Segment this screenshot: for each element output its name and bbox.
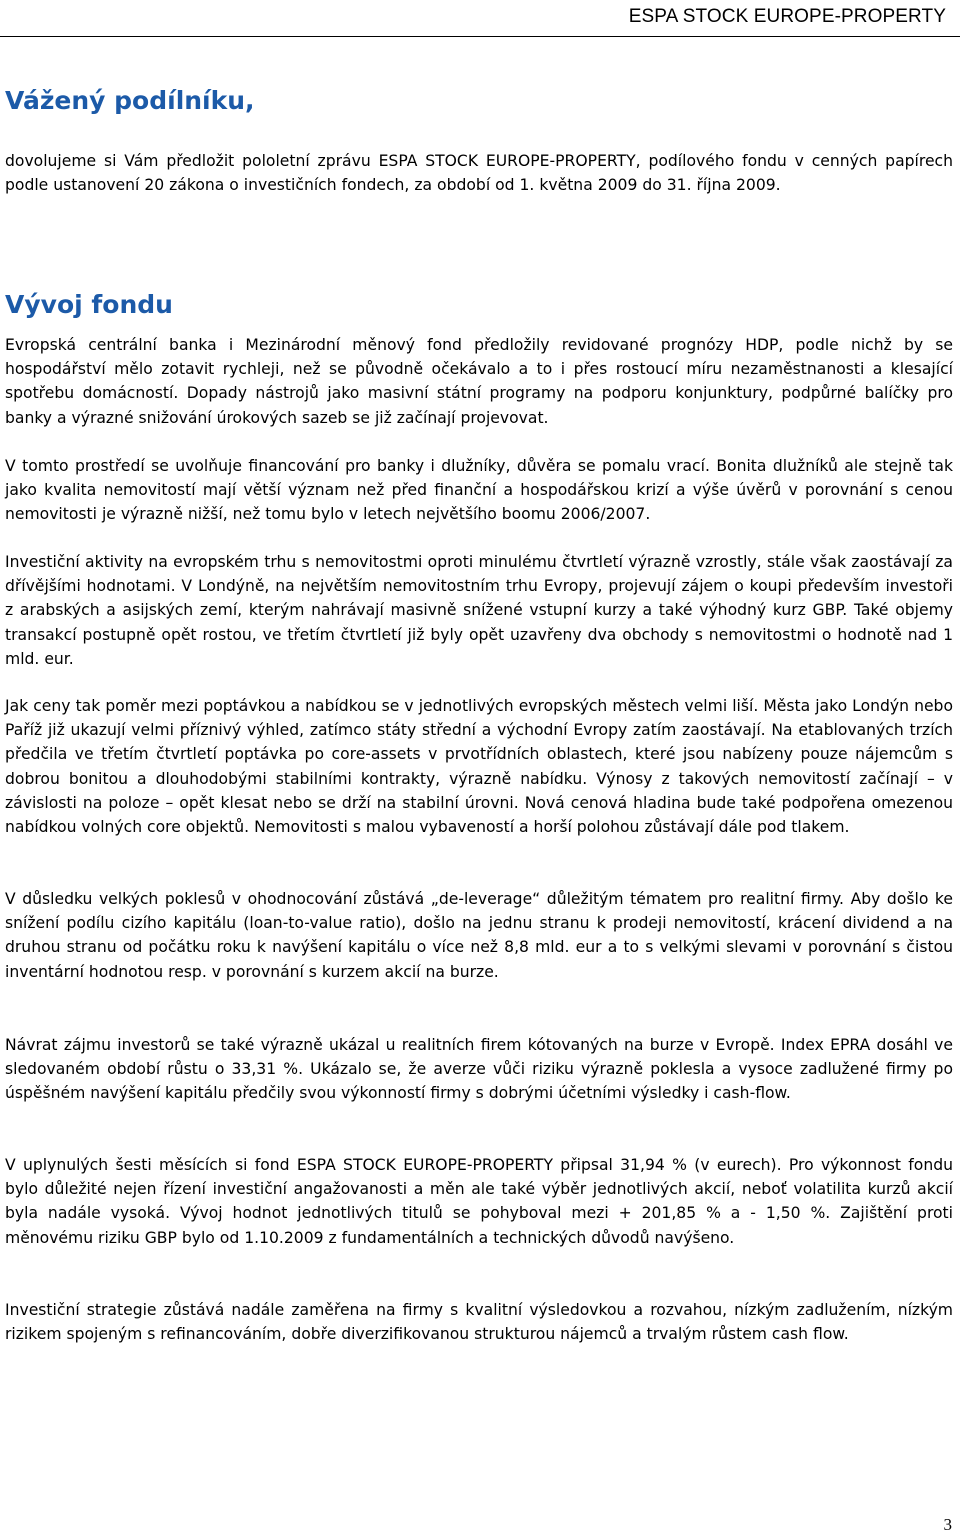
body-paragraph-6: Návrat zájmu investorů se také výrazně ukázal u realitních firem kótovaných na burze v Evropě. Index EPRA dosáhl ve sledovaném období růstu o 33,31 %. Ukázalo se, že averze vůči riziku výrazně poklesla a vysoce zadlužené firmy po úspěšném navýšení kapitálu předčily svou výkonností firmy s dobrými účetními výsledky i cash-flow. [5, 1036, 953, 1103]
body-paragraph-5: V důsledku velkých poklesů v ohodnocování zůstává „de-leverage“ důležitým tématem pro realitní firmy. Aby došlo ke snížení podílu cizího kapitálu (loan-to-value ratio), došlo na jednu stranu k prodeji nemovitostí, krácení dividend a na druhou stranu od počátku roku k navýšení kapitálu o více než 8,8 mld. eur a to s velkými slevami v porovnání s čistou inventární hodnotou resp. v porovnání s kurzem akcií na burze. [5, 890, 953, 981]
header-divider [0, 36, 960, 37]
greeting-heading: Vážený podílníku, [5, 86, 255, 115]
body-paragraph-8: Investiční strategie zůstává nadále zaměřena na firmy s kvalitní výsledovkou a rozvahou, nízkým zadlužením, nízkým rizikem spojeným s refinancováním, dobře diverzifikovanou strukturou nájemců a trvalým růstem cash flow. [5, 1301, 953, 1344]
body-paragraph-2: V tomto prostředí se uvolňuje financování pro banky i dlužníky, důvěra se pomalu vrací. Bonita dlužníků ale stejně tak jako kvalita nemovitostí mají větší význam než před finanční a hospodářskou krizí a výše úvěrů v porovnání s cenou nemovitosti je výrazně nižší, než tomu bylo v letech největšího boomu 2006/2007. [5, 457, 953, 524]
page-header-title: ESPA STOCK EUROPE-PROPERTY [628, 6, 946, 27]
body-paragraph-7: V uplynulých šesti měsících si fond ESPA STOCK EUROPE-PROPERTY připsal 31,94 % (v eurech). Pro výkonnost fondu bylo důležité nejen řízení investiční angažovanosti a měn ale také výběr jednotlivých akcií, neboť volatilita kurzů akcií byla nadále vysoká. Vývoj hodnot jednotlivých titulů se pohyboval mezi + 201,85 % a - 1,50 %. Zajištění proti měnovému riziku GBP bylo od 1.10.2009 z fundamentálních a technických důvodů navýšeno. [5, 1156, 953, 1247]
intro-paragraph: dovolujeme si Vám předložit pololetní zprávu ESPA STOCK EUROPE-PROPERTY, podílového fondu v cenných papírech podle ustanovení 20 zákona o investičních fondech, za období od 1. května 2009 do 31. října 2009. [5, 152, 953, 195]
body-paragraph-1: Evropská centrální banka i Mezinárodní měnový fond předložily revidované prognózy HDP, podle nichž by se hospodářství mělo zotavit rychleji, než se původně očekávalo a to i přes rostoucí míru nezaměstnanosti a klesající spotřebu domácností. Dopady nástrojů jako masivní státní programy na podporu konjunktury, podpůrné balíčky pro banky a výrazné snižování úrokových sazeb se již začínají projevovat. [5, 336, 953, 427]
page-number: 3 [943, 1515, 952, 1534]
body-paragraph-4: Jak ceny tak poměr mezi poptávkou a nabídkou se v jednotlivých evropských městech velmi liší. Města jako Londýn nebo Paříž již ukazují velmi příznivý výhled, zatímco státy střední a východní Evropy zatím zaostávají. Na etablovaných trzích předčila ve třetím čtvrtletí poptávka po core-assets v prvotřídních oblastech, které jsou nabízeny pouze nájemcům s dobrou bonitou a dlouhodobými stabilními kontrakty, výrazně nabídku. Výnosy z takových nemovitostí začínají – v závislosti na poloze – opět klesat nebo se drží na stabilní úrovni. Nová cenová hladina bude také podpořena omezenou nabídkou volných core objektů. Nemovitosti s malou vybaveností a horší polohou zůstávají dále pod tlakem. [5, 697, 953, 837]
section-heading: Vývoj fondu [5, 290, 173, 319]
body-paragraph-3: Investiční aktivity na evropském trhu s nemovitostmi oproti minulému čtvrtletí výrazně vzrostly, stále však zaostávají za dřívějšími hodnotami. V Londýně, na největším nemovitostním trhu Evropy, projevují zájem o koupi především investoři z arabských a asijských zemí, kterým nahrávají masivně snížené vstupní kurzy a také výhodný kurz GBP. Také objemy transakcí postupně opět rostou, ve třetím čtvrtletí již byly opět uzavřeny dva obchody s nemovitostmi o hodnotě nad 1 mld. eur. [5, 553, 953, 668]
